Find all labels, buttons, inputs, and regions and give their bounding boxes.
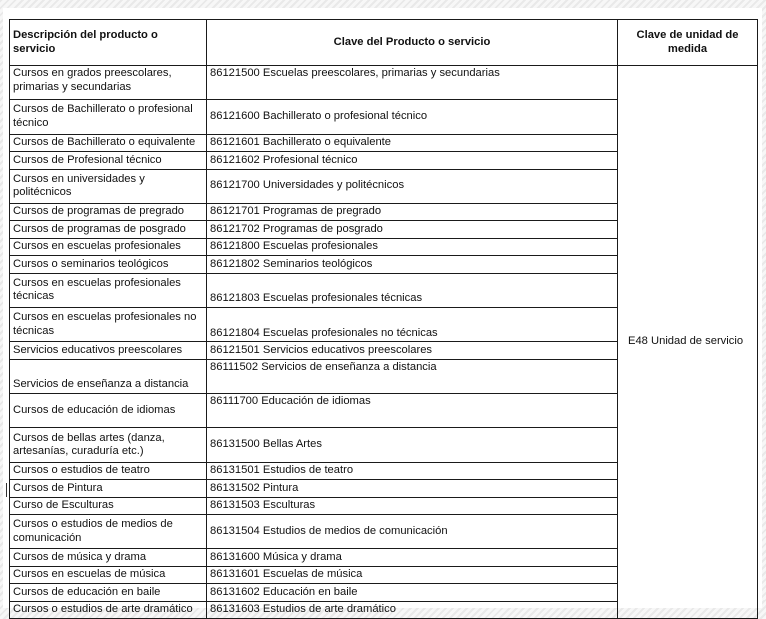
cell-unit-key: E48 Unidad de servicio [618,66,758,619]
cell-product-key: 86131501 Estudios de teatro [207,462,618,479]
product-service-table [9,19,758,619]
cell-description: Cursos de bellas artes (danza, artesanías, curaduría etc.) [10,428,207,462]
table-row [10,66,758,100]
cell-description: Cursos en escuelas profesionales no técnicas [10,307,207,341]
cell-product-key: 86121702 Programas de posgrado [207,221,618,238]
table-header-row [10,20,758,66]
cell-product-key: 86121500 Escuelas preescolares, primarias y secundarias [207,66,618,100]
cell-description: Servicios educativos preescolares [10,342,207,359]
cell-product-key: 86131602 Educación en baile [207,584,618,601]
header-description: Descripción del producto o servicio [10,20,207,66]
cell-description: Cursos de programas de posgrado [10,221,207,238]
cell-product-key: 86121700 Universidades y politécnicos [207,169,618,203]
cell-description: Cursos de educación en baile [10,584,207,601]
cell-product-key: 86131500 Bellas Artes [207,428,618,462]
cell-description: Cursos en universidades y politécnicos [10,169,207,203]
text-cursor-mark [6,483,7,497]
cell-product-key: 86131601 Escuelas de música [207,566,618,583]
cell-description: Cursos de música y drama [10,549,207,566]
cell-description: Cursos de educación de idiomas [10,394,207,428]
cell-product-key: 86121803 Escuelas profesionales técnicas [207,273,618,307]
cell-description: Cursos en escuelas profesionales [10,238,207,255]
cell-description: Curso de Esculturas [10,497,207,514]
cell-product-key: 86121601 Bachillerato o equivalente [207,134,618,151]
cell-product-key: 86121600 Bachillerato o profesional técnico [207,100,618,134]
cell-description: Cursos o seminarios teológicos [10,256,207,273]
cell-description: Cursos de programas de pregrado [10,203,207,220]
cell-description: Cursos o estudios de teatro [10,462,207,479]
cell-product-key: 86111502 Servicios de enseñanza a distancia [207,359,618,393]
cell-product-key: 86111700 Educación de idiomas [207,394,618,428]
cell-description: Cursos de Pintura [10,480,207,497]
cell-product-key: 86131603 Estudios de arte dramático [207,601,618,618]
cell-product-key: 86121701 Programas de pregrado [207,203,618,220]
cell-product-key: 86121501 Servicios educativos preescolares [207,342,618,359]
cell-description: Cursos o estudios de medios de comunicación [10,515,207,549]
cell-product-key: 86131502 Pintura [207,480,618,497]
cell-description: Cursos en escuelas profesionales técnicas [10,273,207,307]
cell-description: Servicios de enseñanza a distancia [10,359,207,393]
cell-description: Cursos o estudios de arte dramático [10,601,207,618]
cell-description: Cursos de Profesional técnico [10,152,207,169]
cell-description: Cursos en grados preescolares, primarias y secundarias [10,66,207,100]
header-unit-key: Clave de unidad de medida [618,20,758,66]
header-product-key: Clave del Producto o servicio [207,20,618,66]
cell-product-key: 86131600 Música y drama [207,549,618,566]
cell-product-key: 86121602 Profesional técnico [207,152,618,169]
cell-description: Cursos de Bachillerato o profesional técnico [10,100,207,134]
cell-product-key: 86121804 Escuelas profesionales no técnicas [207,307,618,341]
cell-product-key: 86131504 Estudios de medios de comunicación [207,515,618,549]
cell-description: Cursos de Bachillerato o equivalente [10,134,207,151]
cell-description: Cursos en escuelas de música [10,566,207,583]
cell-product-key: 86121802 Seminarios teológicos [207,256,618,273]
cell-product-key: 86131503 Esculturas [207,497,618,514]
cell-product-key: 86121800 Escuelas profesionales [207,238,618,255]
